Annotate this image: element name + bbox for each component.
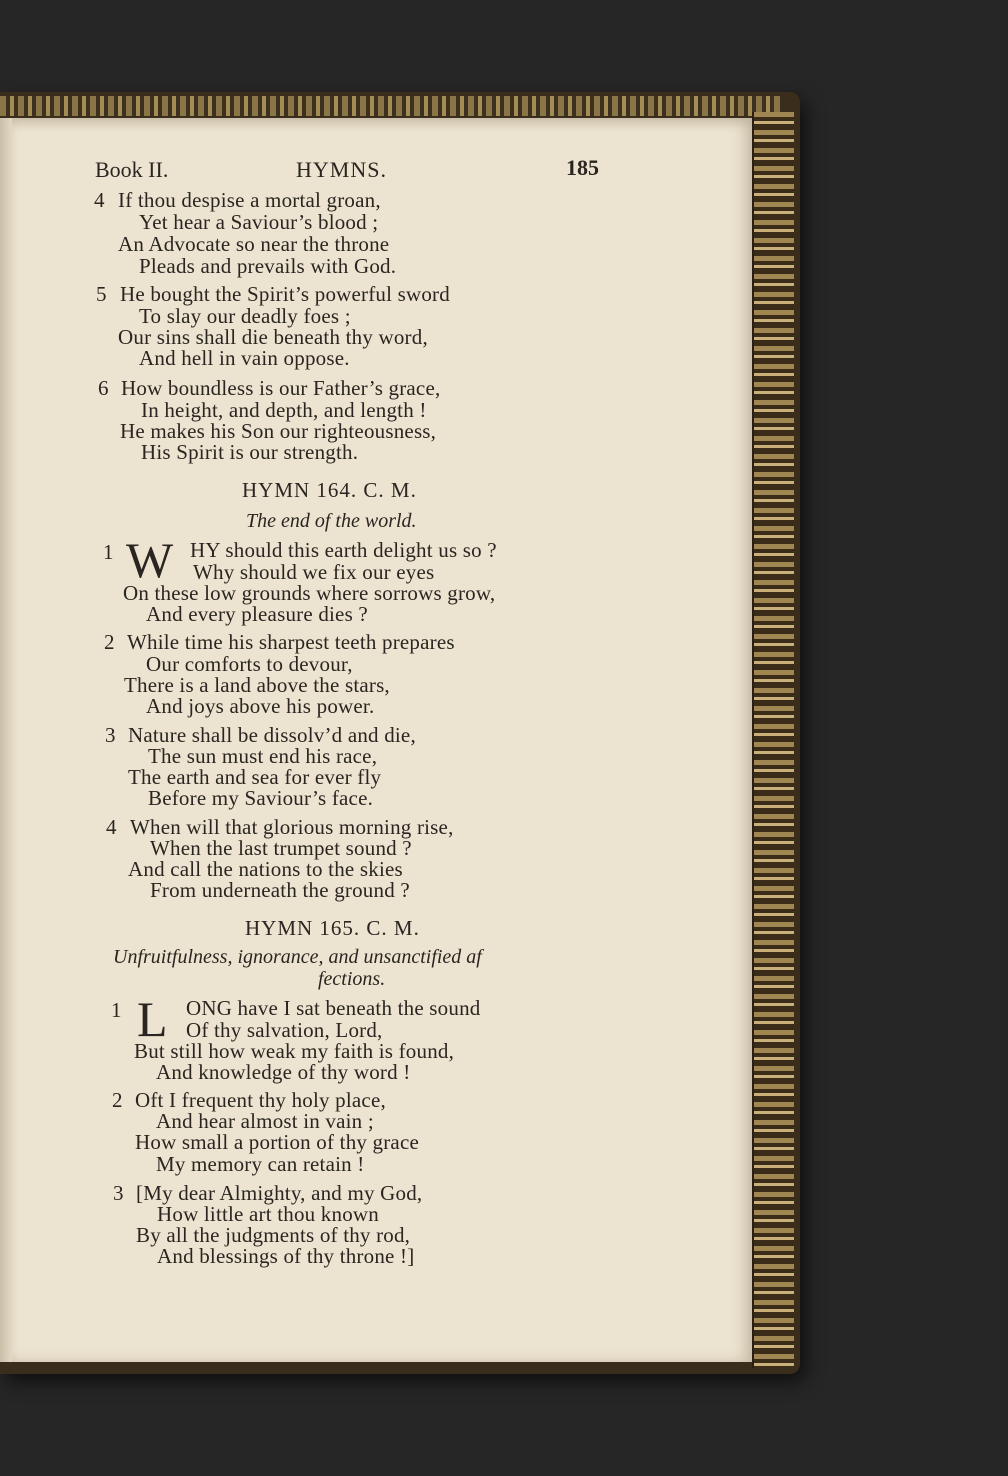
verse-line: And hell in vain oppose. <box>139 346 350 370</box>
verse-line: In height, and depth, and length ! <box>141 398 427 422</box>
verse-line: When will that glorious morning rise, <box>130 815 454 839</box>
verse-line: And knowledge of thy word ! <box>156 1060 411 1084</box>
verse-line: Before my Saviour’s face. <box>148 786 374 810</box>
verse-line: He bought the Spirit’s powerful sword <box>120 282 450 306</box>
verse-number: 3 <box>105 723 116 747</box>
verse-line: And every pleasure dies ? <box>146 602 368 626</box>
verse-number: 2 <box>104 630 115 654</box>
header-title: HYMNS. <box>296 157 387 182</box>
verse-line: Yet hear a Saviour’s blood ; <box>139 210 379 234</box>
header-book: Book II. <box>95 157 169 182</box>
hymn-165-title: HYMN 165. C. M. <box>245 916 420 940</box>
verse-line: Nature shall be dissolv’d and die, <box>128 723 416 747</box>
verse-number: 2 <box>112 1088 123 1112</box>
drop-cap: W <box>126 532 174 588</box>
verse-line: Oft I frequent thy holy place, <box>135 1088 386 1112</box>
gilt-border-right <box>752 112 794 1368</box>
drop-cap: L <box>137 991 168 1047</box>
verse-line: And joys above his power. <box>146 694 375 718</box>
page-gutter <box>0 118 12 1362</box>
verse-line: He makes his Son our righteousness, <box>120 419 437 443</box>
verse-line: My memory can retain ! <box>156 1152 365 1176</box>
verse-line: [My dear Almighty, and my God, <box>136 1181 423 1205</box>
verse-line: Pleads and prevails with God. <box>139 254 397 278</box>
verse-number: 5 <box>96 282 107 306</box>
verse-line: And hear almost in vain ; <box>156 1109 374 1133</box>
verse-line: There is a land above the stars, <box>124 673 390 697</box>
verse-line: But still how weak my faith is found, <box>134 1039 455 1063</box>
verse-line: While time his sharpest teeth prepares <box>127 630 455 654</box>
verse-line: Of thy salvation, Lord, <box>186 1018 383 1042</box>
verse-line: ONG have I sat beneath the sound <box>186 996 481 1020</box>
verse-line: The sun must end his race, <box>148 744 378 768</box>
verse-line: An Advocate so near the throne <box>118 232 390 256</box>
verse-number: 6 <box>98 376 109 400</box>
hymn-164-title: HYMN 164. C. M. <box>242 478 417 502</box>
verse-line: Our sins shall die beneath thy word, <box>118 325 428 349</box>
hymn-164-subtitle: The end of the world. <box>246 510 417 532</box>
verse-line: And call the nations to the skies <box>128 857 403 881</box>
verse-line: From underneath the ground ? <box>150 878 410 902</box>
verse-line: When the last trumpet sound ? <box>150 836 412 860</box>
verse-line: How boundless is our Father’s grace, <box>121 376 441 400</box>
verse-line: The earth and sea for ever fly <box>128 765 382 789</box>
verse-line: How small a portion of thy grace <box>135 1130 419 1154</box>
verse-line: Our comforts to devour, <box>146 652 353 676</box>
verse-line: On these low grounds where sorrows grow, <box>123 581 496 605</box>
verse-number: 4 <box>106 815 117 839</box>
verse-line: And blessings of thy throne !] <box>157 1244 415 1268</box>
hymn-165-subtitle: Unfruitfulness, ignorance, and unsanctified af <box>113 946 482 968</box>
verse-line: To slay our deadly foes ; <box>139 304 351 328</box>
page-number: 185 <box>566 155 599 180</box>
verse-number: 1 <box>111 998 122 1022</box>
gilt-border-top <box>0 96 780 116</box>
verse-line: If thou despise a mortal groan, <box>118 188 381 212</box>
verse-line: Why should we fix our eyes <box>193 560 435 584</box>
verse-number: 3 <box>113 1181 124 1205</box>
verse-number: 4 <box>94 188 105 212</box>
verse-line: How little art thou known <box>157 1202 379 1226</box>
verse-number: 1 <box>103 540 114 564</box>
verse-line: HY should this earth delight us so ? <box>190 538 497 562</box>
verse-line: His Spirit is our strength. <box>141 440 359 464</box>
hymn-165-subtitle-cont: fections. <box>318 968 386 990</box>
verse-line: By all the judgments of thy rod, <box>136 1223 411 1247</box>
